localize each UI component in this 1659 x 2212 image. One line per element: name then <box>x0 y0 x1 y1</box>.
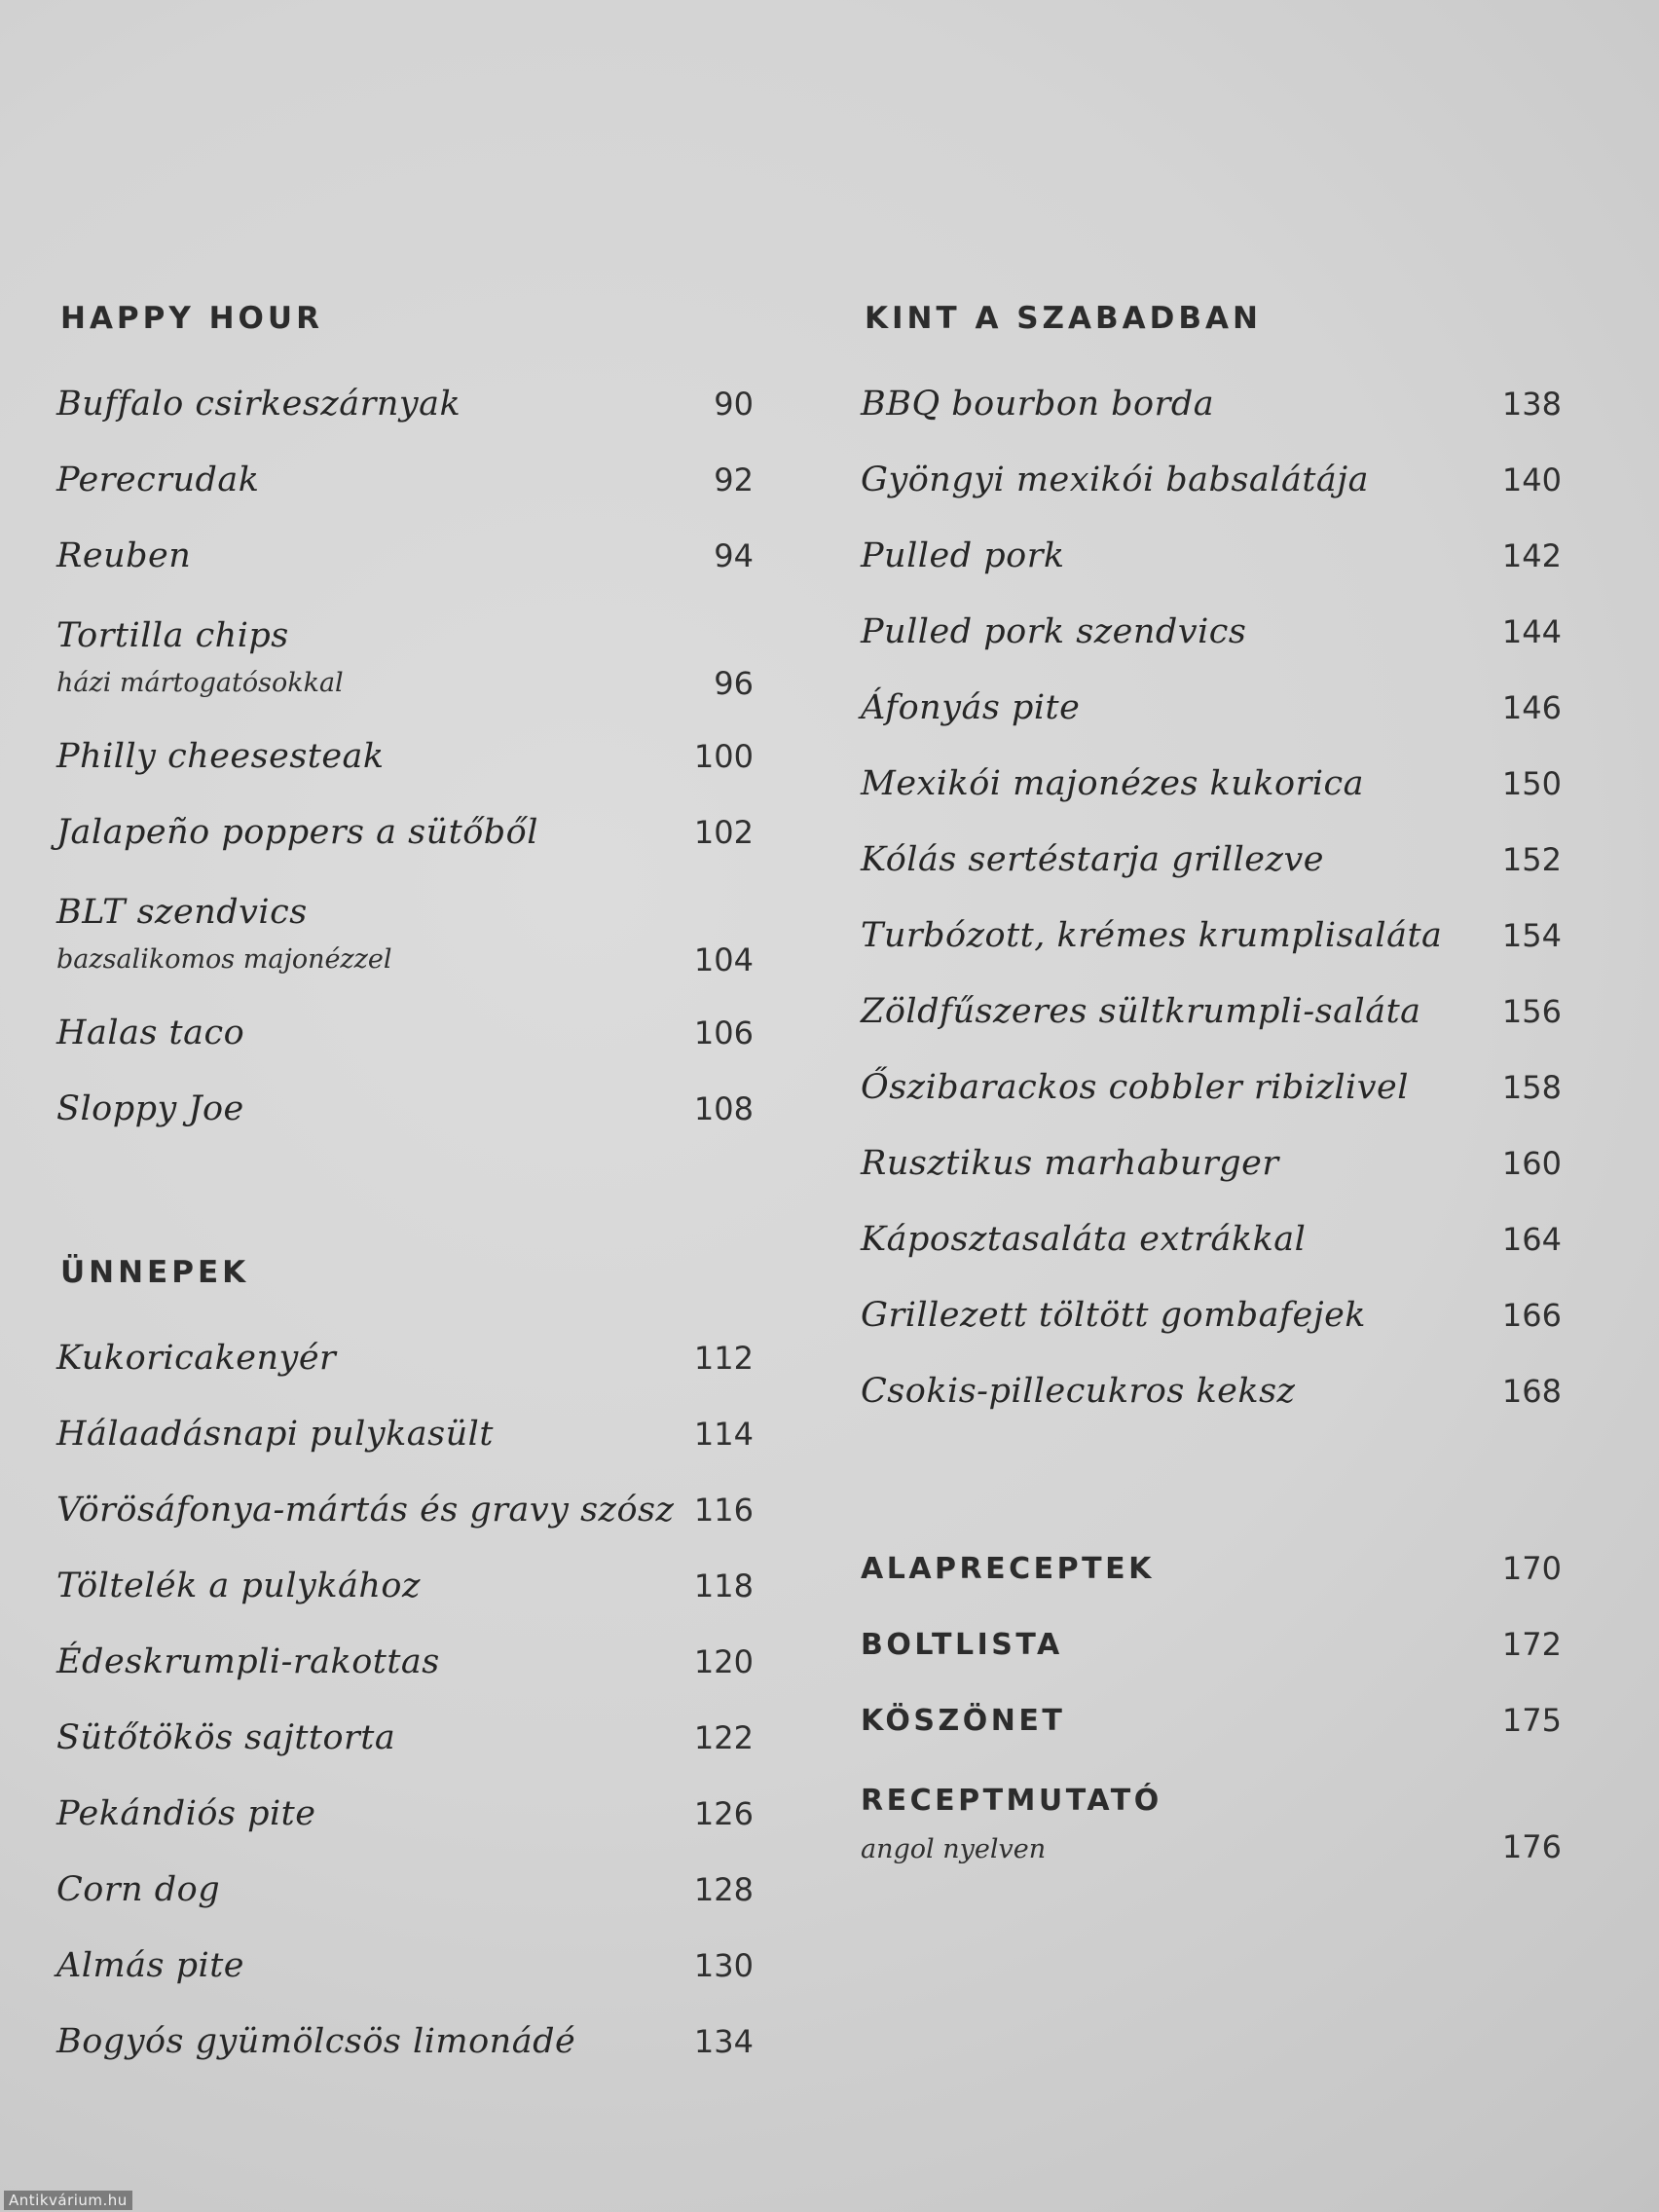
entry-page-number: 168 <box>1501 1373 1562 1410</box>
section-heading-happy-hour: HAPPY HOUR <box>60 301 323 336</box>
toc-entry <box>56 1063 756 1139</box>
toc-entry <box>56 510 756 586</box>
section-heading-unnepek: ÜNNEPEK <box>60 1255 250 1290</box>
toc-entry <box>861 1270 1564 1346</box>
watermark: Antikvárium.hu <box>4 2191 132 2210</box>
entry-title: Mexikói majonézes kukorica <box>861 764 1364 803</box>
back-matter-list <box>861 1525 1564 1879</box>
entry-title-group <box>56 890 392 979</box>
right-column <box>861 292 1564 1879</box>
entry-page-number: 150 <box>1501 765 1562 802</box>
entry-page-number: 176 <box>1501 1828 1562 1865</box>
entry-page-number: 128 <box>693 1871 754 1908</box>
entry-title: Grillezett töltött gombafejek <box>861 1296 1366 1335</box>
entry-page-number: 108 <box>693 1090 754 1127</box>
entry-page-number: 156 <box>1501 993 1562 1030</box>
entry-title: Halas taco <box>56 1014 245 1052</box>
entry-title: Pulled pork <box>861 536 1065 575</box>
entry-page-number: 134 <box>693 2023 754 2060</box>
toc-entry <box>861 1118 1564 1194</box>
entry-title: Perecrudak <box>56 461 260 499</box>
toc-entry <box>861 1042 1564 1118</box>
entry-page-number: 154 <box>1501 917 1562 954</box>
entry-title: Gyöngyi mexikói babsalátája <box>861 461 1369 499</box>
entry-title-group <box>56 613 344 703</box>
back-matter-title: KÖSZÖNET <box>861 1704 1066 1738</box>
toc-entry <box>861 434 1564 510</box>
toc-entry <box>56 1388 756 1464</box>
back-matter-title: BOLTLISTA <box>861 1628 1063 1662</box>
entry-title: Áfonyás pite <box>861 688 1081 727</box>
entry-title: Philly cheesesteak <box>56 737 385 776</box>
toc-entry <box>56 1312 756 1388</box>
toc-entry <box>56 1616 756 1692</box>
entry-page-number: 158 <box>1501 1069 1562 1106</box>
entry-title: Jalapeño poppers a sütőből <box>56 813 538 852</box>
entry-page-number: 175 <box>1501 1702 1562 1739</box>
toc-entry <box>861 358 1564 434</box>
back-matter-entry <box>861 1525 1564 1601</box>
entry-title: Tortilla chips <box>56 616 289 655</box>
toc-entry <box>56 1768 756 1844</box>
toc-entry <box>56 586 756 711</box>
entry-page-number: 100 <box>693 738 754 775</box>
toc-entry <box>861 586 1564 662</box>
entry-title: BBQ bourbon borda <box>861 385 1215 424</box>
entry-page-number: 96 <box>714 665 754 702</box>
toc-entry <box>56 787 756 863</box>
entry-title: Őszibarackos cobbler ribizlivel <box>861 1068 1409 1107</box>
entry-page-number: 114 <box>693 1416 754 1453</box>
toc-entry <box>861 738 1564 814</box>
entry-page-number: 118 <box>693 1567 754 1604</box>
entry-page-number: 94 <box>714 537 754 574</box>
back-matter-entry <box>861 1677 1564 1752</box>
toc-entry <box>861 1346 1564 1421</box>
entry-page-number: 116 <box>693 1492 754 1529</box>
section-spacer <box>56 1139 756 1246</box>
entry-title: Buffalo csirkeszárnyak <box>56 385 461 424</box>
entry-page-number: 106 <box>693 1014 754 1051</box>
entry-title: Káposztasaláta extrákkal <box>861 1220 1307 1259</box>
entry-title: Pulled pork szendvics <box>861 612 1247 651</box>
entry-page-number: 138 <box>1501 386 1562 423</box>
toc-entry <box>56 1996 756 2072</box>
entry-page-number: 102 <box>693 814 754 851</box>
toc-entry <box>56 1464 756 1540</box>
toc-entry <box>56 434 756 510</box>
entry-title: Kólás sertéstarja grillezve <box>861 840 1324 879</box>
entry-page-number: 170 <box>1501 1550 1562 1587</box>
entry-page-number: 92 <box>714 461 754 498</box>
entry-title: Zöldfűszeres sültkrumpli-saláta <box>861 992 1421 1031</box>
entry-page-number: 122 <box>693 1719 754 1756</box>
entry-page-number: 160 <box>1501 1145 1562 1182</box>
back-matter-subtitle: angol nyelven <box>861 1834 1047 1864</box>
toc-entry <box>56 1920 756 1996</box>
entry-title: Bogyós gyümölcsös limonádé <box>56 2022 576 2061</box>
entry-page-number: 130 <box>693 1947 754 1984</box>
entry-title: Sütőtökös sajttorta <box>56 1718 396 1757</box>
entry-page-number: 90 <box>714 386 754 423</box>
entry-page-number: 146 <box>1501 689 1562 726</box>
back-matter-entry <box>861 1752 1564 1879</box>
toc-entry <box>861 662 1564 738</box>
toc-entry <box>56 1692 756 1768</box>
entry-page-number: 140 <box>1501 461 1562 498</box>
entry-title: Édeskrumpli-rakottas <box>56 1642 440 1681</box>
entry-title: Rusztikus marhaburger <box>861 1144 1279 1183</box>
toc-entry <box>861 510 1564 586</box>
entry-title: Hálaadásnapi pulykasült <box>56 1415 494 1454</box>
entry-title: Sloppy Joe <box>56 1089 244 1128</box>
entry-title: Töltelék a pulykához <box>56 1567 421 1605</box>
entry-title: Turbózott, krémes krumplisaláta <box>861 916 1443 955</box>
left-column <box>56 292 756 2072</box>
entry-page-number: 120 <box>693 1643 754 1680</box>
entry-title: Vörösáfonya-mártás és gravy szósz <box>56 1491 675 1530</box>
toc-entry <box>56 358 756 434</box>
entry-title: Corn dog <box>56 1870 221 1909</box>
entry-title: Reuben <box>56 536 192 575</box>
toc-entry <box>56 863 756 987</box>
entry-page-number: 104 <box>693 941 754 978</box>
back-matter-title-group <box>861 1780 1162 1869</box>
toc-entry <box>861 814 1564 890</box>
toc-entry <box>56 711 756 787</box>
entry-title: Csokis-pillecukros keksz <box>861 1372 1296 1411</box>
entry-page-number: 152 <box>1501 841 1562 878</box>
toc-entry <box>861 966 1564 1042</box>
entry-page-number: 142 <box>1501 537 1562 574</box>
section-heading-kint-a-szabadban: KINT A SZABADBAN <box>865 301 1262 336</box>
entry-page-number: 144 <box>1501 613 1562 650</box>
entry-title: BLT szendvics <box>56 893 308 932</box>
entry-title: Kukoricakenyér <box>56 1339 337 1378</box>
entry-subtitle: bazsalikomos majonézzel <box>56 944 392 975</box>
entry-subtitle: házi mártogatósokkal <box>56 668 344 698</box>
toc-entry <box>56 1844 756 1920</box>
toc-entry <box>56 987 756 1063</box>
back-matter-title: RECEPTMUTATÓ <box>861 1784 1162 1818</box>
toc-entry <box>861 1194 1564 1270</box>
entry-title: Pekándiós pite <box>56 1794 316 1833</box>
entry-page-number: 172 <box>1501 1626 1562 1663</box>
entry-page-number: 126 <box>693 1795 754 1832</box>
entry-title: Almás pite <box>56 1946 244 1985</box>
entry-page-number: 112 <box>693 1340 754 1377</box>
toc-entry <box>56 1540 756 1616</box>
entry-page-number: 166 <box>1501 1297 1562 1334</box>
toc-entry <box>861 890 1564 966</box>
back-matter-entry <box>861 1601 1564 1677</box>
back-matter-title: ALAPRECEPTEK <box>861 1552 1155 1586</box>
entry-page-number: 164 <box>1501 1221 1562 1258</box>
